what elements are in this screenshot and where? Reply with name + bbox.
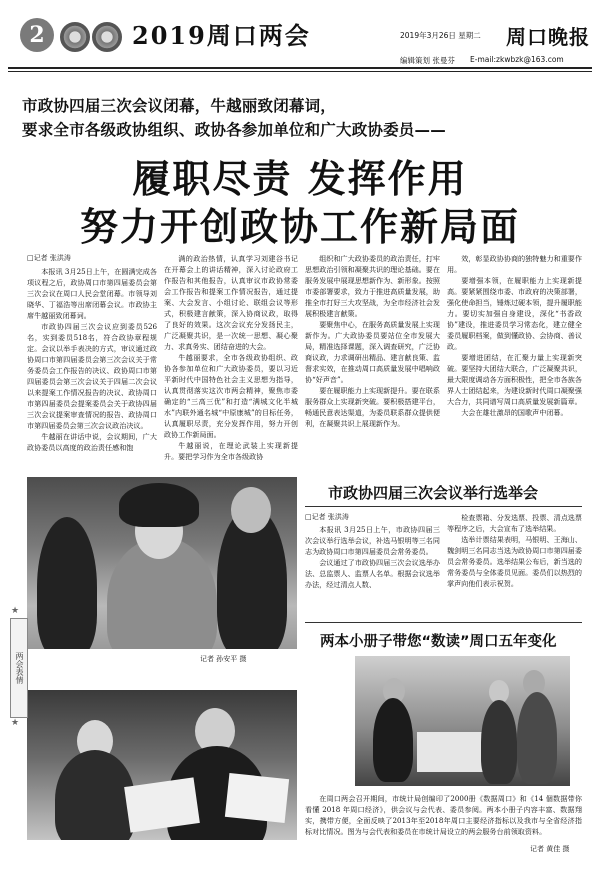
main-article-column-4 [447, 253, 582, 465]
paragraph: 组织和广大政协委员的政治责任，打牢思想政治引领和凝聚共识的理论基础。要在服务发展中展现思想新作为、新形象。按照市委部署要求，致力于推进高质量发展，助推全市打好三大攻坚战，为全市经济社会发展积极建言献策。 [305, 254, 440, 318]
headline-title-2: 努力开创政协工作新局面 [79, 204, 520, 249]
page-number: 2 [20, 18, 54, 52]
main-article-column-2 [164, 253, 298, 470]
paragraph: 市政协四届三次会议应到委员526名，实到委员518名，符合政协章程规定。会议以举手表决的方式，审议通过政协周口市第四届委员会第三次会议关于常务委员会工作报告的决议、政协周口市第四届委员会第三次会议关于四届二次会议以来提案工作情况报告的决议、政协周口市第四届委员会提案委员会关于政协四届三次会议提案审查情况的报告、政协周口市第四届委员会第三次会议政治决议。 [27, 322, 157, 430]
paragraph: 要增进团结，在汇聚力量上实现新突破。要坚持大团结大联合，广泛凝聚共识，最大限度调动各方面积极性，把全市各族各界人士团结起来，为建设新时代周口凝聚强大合力，共同谱写周口高质量发展新篇章。 [447, 353, 582, 406]
booklet-caption [305, 793, 582, 845]
photo-delegate-speaking [27, 477, 297, 649]
email-line: E-mail:zkwbzk@163.com [470, 55, 564, 64]
paragraph: 牛越丽说，在理论武装上实现新提升。要把学习作为全市各级政协 [164, 441, 298, 461]
paragraph: 选举计票结果表明，马银明、王海山、魏剑明三名同志当选为政协周口市第四届委员会常务委员。选举结果公布后，新当选的常务委员与全体委员见面。委员们以热烈的掌声向他们表示祝贺。 [447, 535, 582, 588]
paragraph: 要聚焦中心，在服务高质量发展上实现新作为。广大政协委员要站位全市发展大局，精准选择课题，深入调查研究，广泛协商议政，力求调研出精品、建言献良策、监督求实效，在推动周口高质量发展中唱响政协“好声音”。 [305, 320, 440, 384]
booklet-photo-credit: 记者 黄佳 摄 [530, 845, 570, 853]
paragraph: 本报讯 3月25日上午，市政协四届三次会议举行选举会议，补选马银明等三名同志为政协周口市第四届委员会常务委员。 [305, 525, 440, 556]
star-icon: ★ [11, 718, 20, 728]
header-divider [8, 67, 592, 69]
paragraph: 牛越丽要求，全市各级政协组织、政协各参加单位和广大政协委员，要以习近平新时代中国特色社会主义思想为指导，认真贯彻落实这次市两会精神，聚焦市委确定的“三高三优”和打造“满城文化半城水”内联外通名城“中原康城”的目标任务，认真履职尽责，充分发挥作用，努力开创政协工作新局面。 [164, 353, 298, 439]
booklet-divider [305, 622, 582, 623]
header-divider-thin [8, 71, 592, 72]
election-column-2 [447, 512, 582, 618]
election-divider [305, 506, 582, 507]
photo-booklet-service-desk [355, 656, 570, 786]
paragraph: 本报讯 3月25日上午，在圆满完成各项议程之后，政协周口市第四届委员会第三次会议在周口人民会堂闭幕。市领导刘晓华、丁福浩等出席闭幕会议。市政协主席牛越丽致闭幕词。 [27, 267, 157, 320]
paragraph: 满的政治热情，认真学习刘建谷书记在开幕会上的讲话精神，深入讨论政府工作报告和其他报告，认真审议市政协常委会工作报告和提案工作情况报告，通过提案、大会发言、小组讨论、联组会议等形式，积极建言献策，深入协商议政，取得了良好的效果。这次会议充分发扬民主，广泛凝聚共识，是一次统一思想、凝心聚力、求真务实、团结奋进的大会。 [164, 254, 298, 351]
editors-line: 编辑策划 张曼芬 [400, 56, 455, 65]
paragraph: 效，彰显政协协商的独特魅力和重要作用。 [447, 254, 582, 274]
section-title: 2019周口两会 [132, 21, 311, 50]
side-tab-label: 两会表情 [10, 618, 28, 718]
main-article-column-3 [305, 253, 440, 465]
election-byline: □记者 张洪涛 [305, 513, 349, 521]
paragraph: 要在履职能力上实现新提升。要在联系服务群众上实现新突破。要积极搭建平台，畅通民意表达渠道，为委员联系群众提供便利，在凝聚共识上展现新作为。 [305, 386, 440, 428]
photo-credit: 记者 孙安平 摄 [200, 655, 247, 663]
paragraph: 要增强本领，在履职能力上实现新提高。要紧紧围绕市委、市政府的决策部署，强化使命担当，锤炼过硬本领，提升履职能力。要切实加强自身建设，深化“书香政协”建设，推进委员学习常态化，建立健全委员履职档案，做到懂政协、会协商、善议政。 [447, 276, 582, 351]
election-column-1 [305, 524, 440, 618]
booklet-title: 两本小册子带您“数读”周口五年变化 [320, 634, 557, 650]
headline-title-1: 履职尽责 发挥作用 [132, 156, 468, 201]
star-icon: ★ [11, 606, 20, 616]
cppcc-emblem-icon [92, 22, 122, 52]
paragraph: 检查票箱、分发选票、投票、清点选票等程序之后，大会宣布了选举结果。 [447, 513, 582, 533]
paragraph: 大会在雄壮激昂的国歌声中闭幕。 [461, 408, 568, 417]
paragraph: 在周口两会召开期间，市统计局创编印了2000册《数据周口》和《14 個数据带你看懂 2018 年周口经济》，供会议与会代表、委员参阅。两本小册子内容丰富、数据翔实，携带方便，全面反映了2013年至2018年周口主要经济指标以及我市与全省经济指标对比情况。图为与会代表和委员在市统计局设立的两会服务台前领取资料。 [305, 794, 582, 836]
headline-kicker-2: 要求全市各级政协组织、政协各参加单位和广大政协委员—— [22, 121, 446, 139]
main-article-column-1 [27, 266, 157, 470]
paper-name: 周口晚报 [506, 25, 590, 49]
paragraph: 会议通过了市政协四届三次会议选举办法、总监票人、监票人名单。根据会议选举办法，经过清点人数、 [305, 558, 440, 589]
election-title: 市政协四届三次会议举行选举会 [328, 484, 539, 502]
photo-delegates-reading [27, 690, 297, 840]
national-emblem-icon [60, 22, 90, 52]
main-byline: □记者 张洪涛 [27, 254, 71, 262]
paragraph: 牛越丽在讲话中说，会议期间，广大政协委员以高度的政治责任感和饱 [27, 432, 157, 452]
date-line: 2019年3月26日 星期二 [400, 31, 481, 40]
headline-kicker-1: 市政协四届三次会议闭幕，牛越丽致闭幕词， [22, 97, 337, 115]
